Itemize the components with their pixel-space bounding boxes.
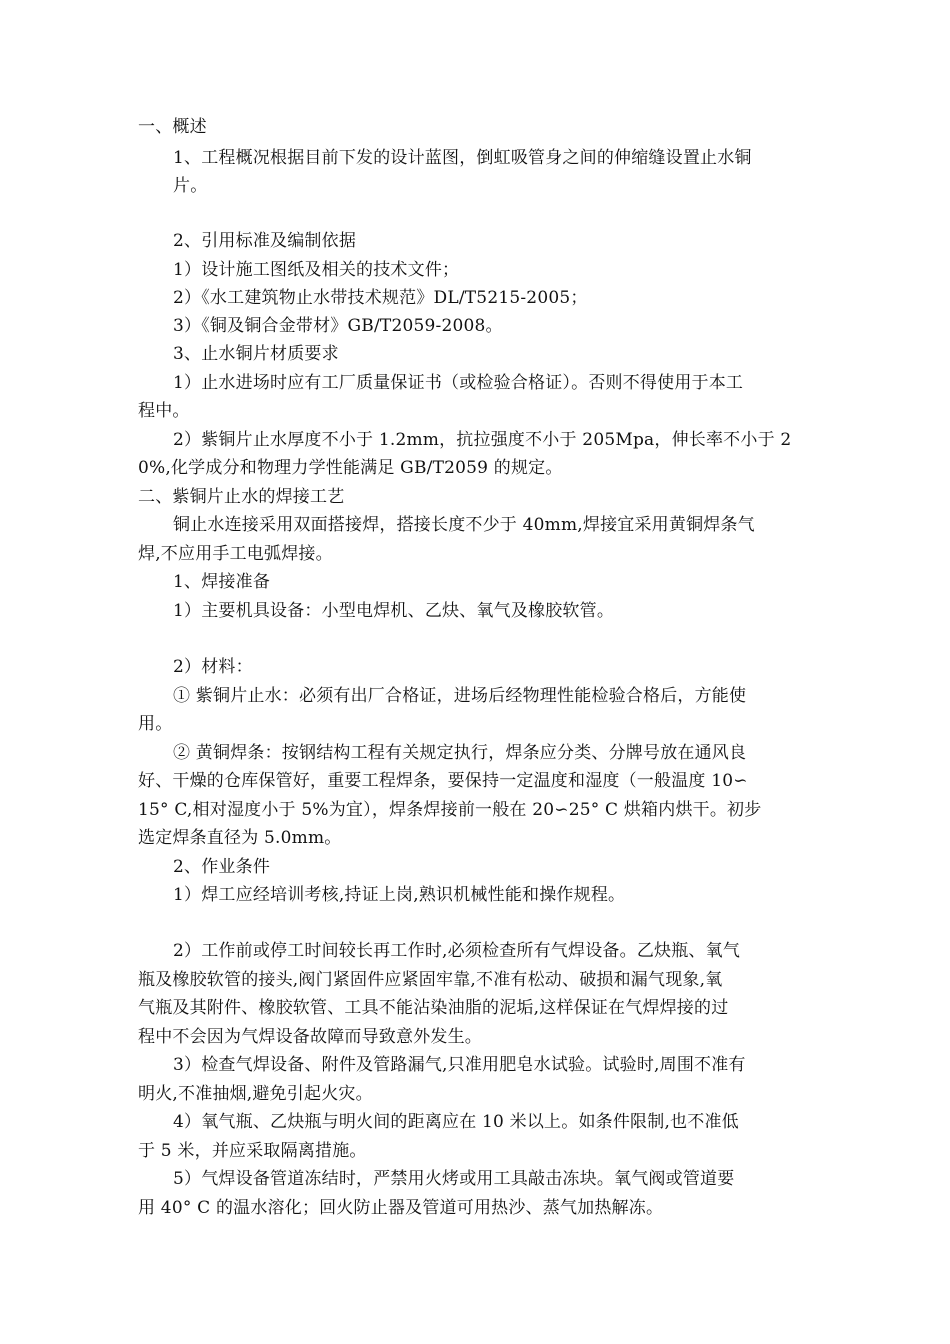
- paragraph-line: 于 5 米，并应采取隔离措施。: [138, 1141, 367, 1161]
- list-item: 2）《水工建筑物止水带技术规范》DL/T5215-2005；: [173, 288, 588, 308]
- paragraph-line: 用。: [138, 714, 173, 734]
- section-heading-welding-process: 二、紫铜片止水的焊接工艺: [138, 487, 345, 507]
- paragraph-line: 好、干燥的仓库保管好，重要工程焊条，要保持一定温度和湿度（一般温度 10∽: [138, 771, 748, 791]
- paragraph-line: 明火,不准抽烟,避免引起火灾。: [138, 1084, 373, 1104]
- paragraph-line: 程中。: [138, 401, 190, 421]
- paragraph-line: 15° C,相对湿度小于 5%为宜），焊条焊接前一般在 20∽25° C 烘箱内烘干。初步: [138, 800, 762, 820]
- paragraph-line: 程中不会因为气焊设备故障而导致意外发生。: [138, 1027, 482, 1047]
- paragraph-line: 2）紫铜片止水厚度不小于 1.2mm，抗拉强度不小于 205Mpa，伸长率不小于 2: [173, 430, 792, 450]
- paragraph-line: 4）氧气瓶、乙炔瓶与明火间的距离应在 10 米以上。如条件限制,也不准低: [173, 1112, 739, 1132]
- list-item: 1）设计施工图纸及相关的技术文件；: [173, 260, 460, 280]
- paragraph-line: 1、工程概况根据目前下发的设计蓝图，倒虹吸管身之间的伸缩缝设置止水铜: [173, 148, 752, 168]
- paragraph-line: 片。: [173, 176, 208, 196]
- paragraph-line: 2）工作前或停工时间较长再工作时,必须检查所有气焊设备。乙炔瓶、氧气: [173, 941, 741, 961]
- paragraph-line: 0%,化学成分和物理力学性能满足 GB/T2059 的规定。: [138, 458, 563, 478]
- paragraph-line: 焊,不应用手工电弧焊接。: [138, 544, 333, 564]
- paragraph-line: 瓶及橡胶软管的接头,阀门紧固件应紧固牢靠,不准有松动、破损和漏气现象,氧: [138, 970, 723, 990]
- paragraph-line: 用 40° C 的温水溶化；回火防止器及管道可用热沙、蒸气加热解冻。: [138, 1198, 664, 1218]
- paragraph-line: 气瓶及其附件、橡胶软管、工具不能沾染油脂的泥垢,这样保证在气焊焊接的过: [138, 998, 729, 1018]
- subheading-standards: 2、引用标准及编制依据: [173, 231, 357, 251]
- paragraph-line: ② 黄铜焊条：按钢结构工程有关规定执行，焊条应分类、分牌号放在通风良: [173, 743, 747, 763]
- paragraph-line: 铜止水连接采用双面搭接焊，搭接长度不少于 40mm,焊接宜采用黄铜焊条气: [173, 515, 755, 535]
- paragraph-line: ① 紫铜片止水：必须有出厂合格证，进场后经物理性能检验合格后，方能使: [173, 686, 747, 706]
- paragraph-line: 选定焊条直径为 5.0mm。: [138, 828, 342, 848]
- list-item: 1）焊工应经培训考核,持证上岗,熟识机械性能和操作规程。: [173, 885, 626, 905]
- paragraph-line: 3）检查气焊设备、附件及管路漏气,只准用肥皂水试验。试验时,周围不准有: [173, 1055, 746, 1075]
- subheading-material-requirements: 3、止水铜片材质要求: [173, 344, 339, 364]
- subheading-welding-preparation: 1、焊接准备: [173, 572, 271, 592]
- list-item: 1）主要机具设备：小型电焊机、乙炔、氧气及橡胶软管。: [173, 601, 615, 621]
- subheading-work-conditions: 2、作业条件: [173, 857, 271, 877]
- paragraph-line: 5）气焊设备管道冻结时，严禁用火烤或用工具敲击冻块。氧气阀或管道要: [173, 1169, 735, 1189]
- section-heading-overview: 一、概述: [138, 117, 207, 137]
- paragraph-line: 1）止水进场时应有工厂质量保证书（或检验合格证）。否则不得使用于本工: [173, 373, 744, 393]
- list-item: 2）材料：: [173, 657, 253, 677]
- list-item: 3）《铜及铜合金带材》GB/T2059-2008。: [173, 316, 503, 336]
